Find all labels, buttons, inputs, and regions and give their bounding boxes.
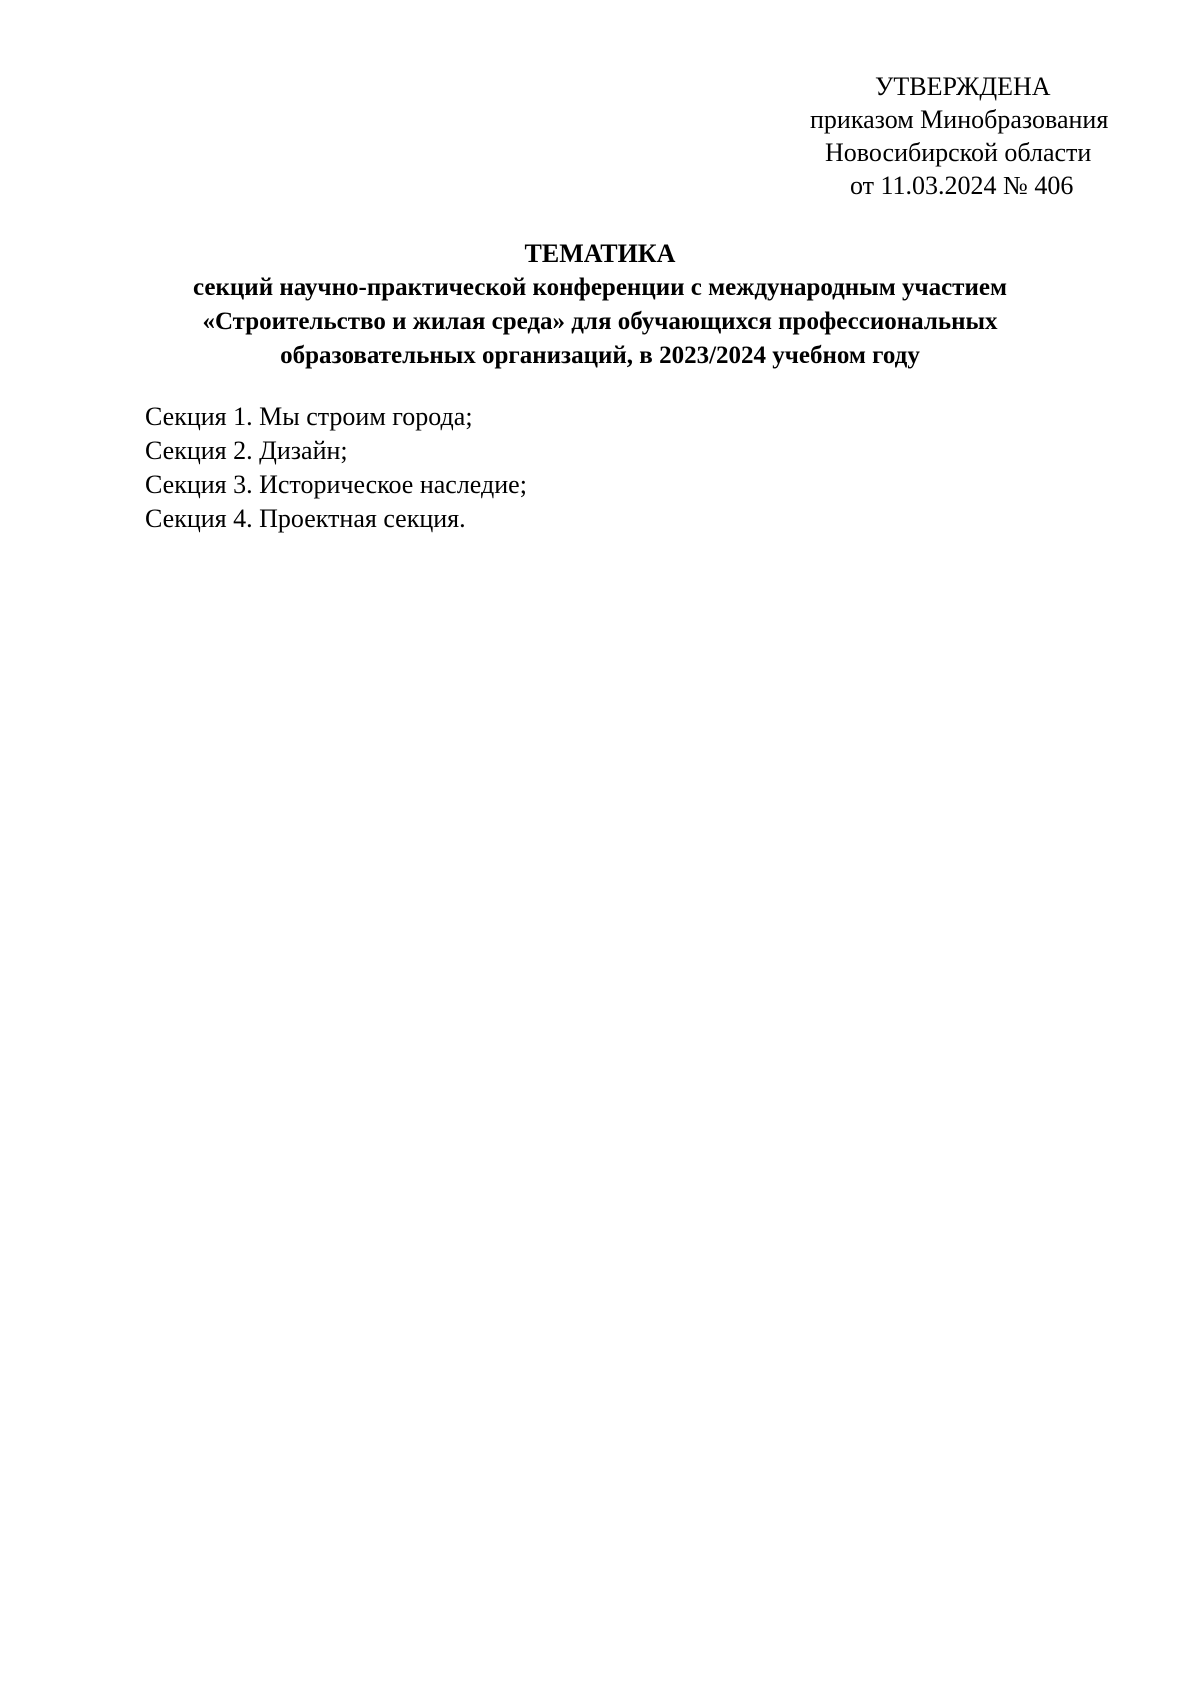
document-subtitle-line: образовательных организаций, в 2023/2024 учебном году xyxy=(280,342,920,369)
approval-region: Новосибирской области xyxy=(825,138,1092,167)
document-subtitle-line: секций научно-практической конференции с международным участием xyxy=(193,274,1007,301)
document-subtitle-line: «Строительство и жилая среда» для обучающихся профессиональных xyxy=(202,308,998,335)
document-heading xyxy=(120,237,1080,373)
approval-order: приказом Минобразования xyxy=(810,105,1109,134)
section-item: Секция 1. Мы строим города; xyxy=(145,402,473,431)
sections-list xyxy=(145,400,1045,536)
document-title: ТЕМАТИКА xyxy=(524,239,676,268)
section-item: Секция 2. Дизайн; xyxy=(145,436,348,465)
approval-status: УТВЕРЖДЕНА xyxy=(875,72,1051,101)
approval-date-number: от 11.03.2024 № 406 xyxy=(850,171,1074,200)
section-item: Секция 4. Проектная секция. xyxy=(145,504,466,533)
approval-stamp-block xyxy=(810,70,1140,202)
section-item: Секция 3. Историческое наследие; xyxy=(145,470,527,499)
